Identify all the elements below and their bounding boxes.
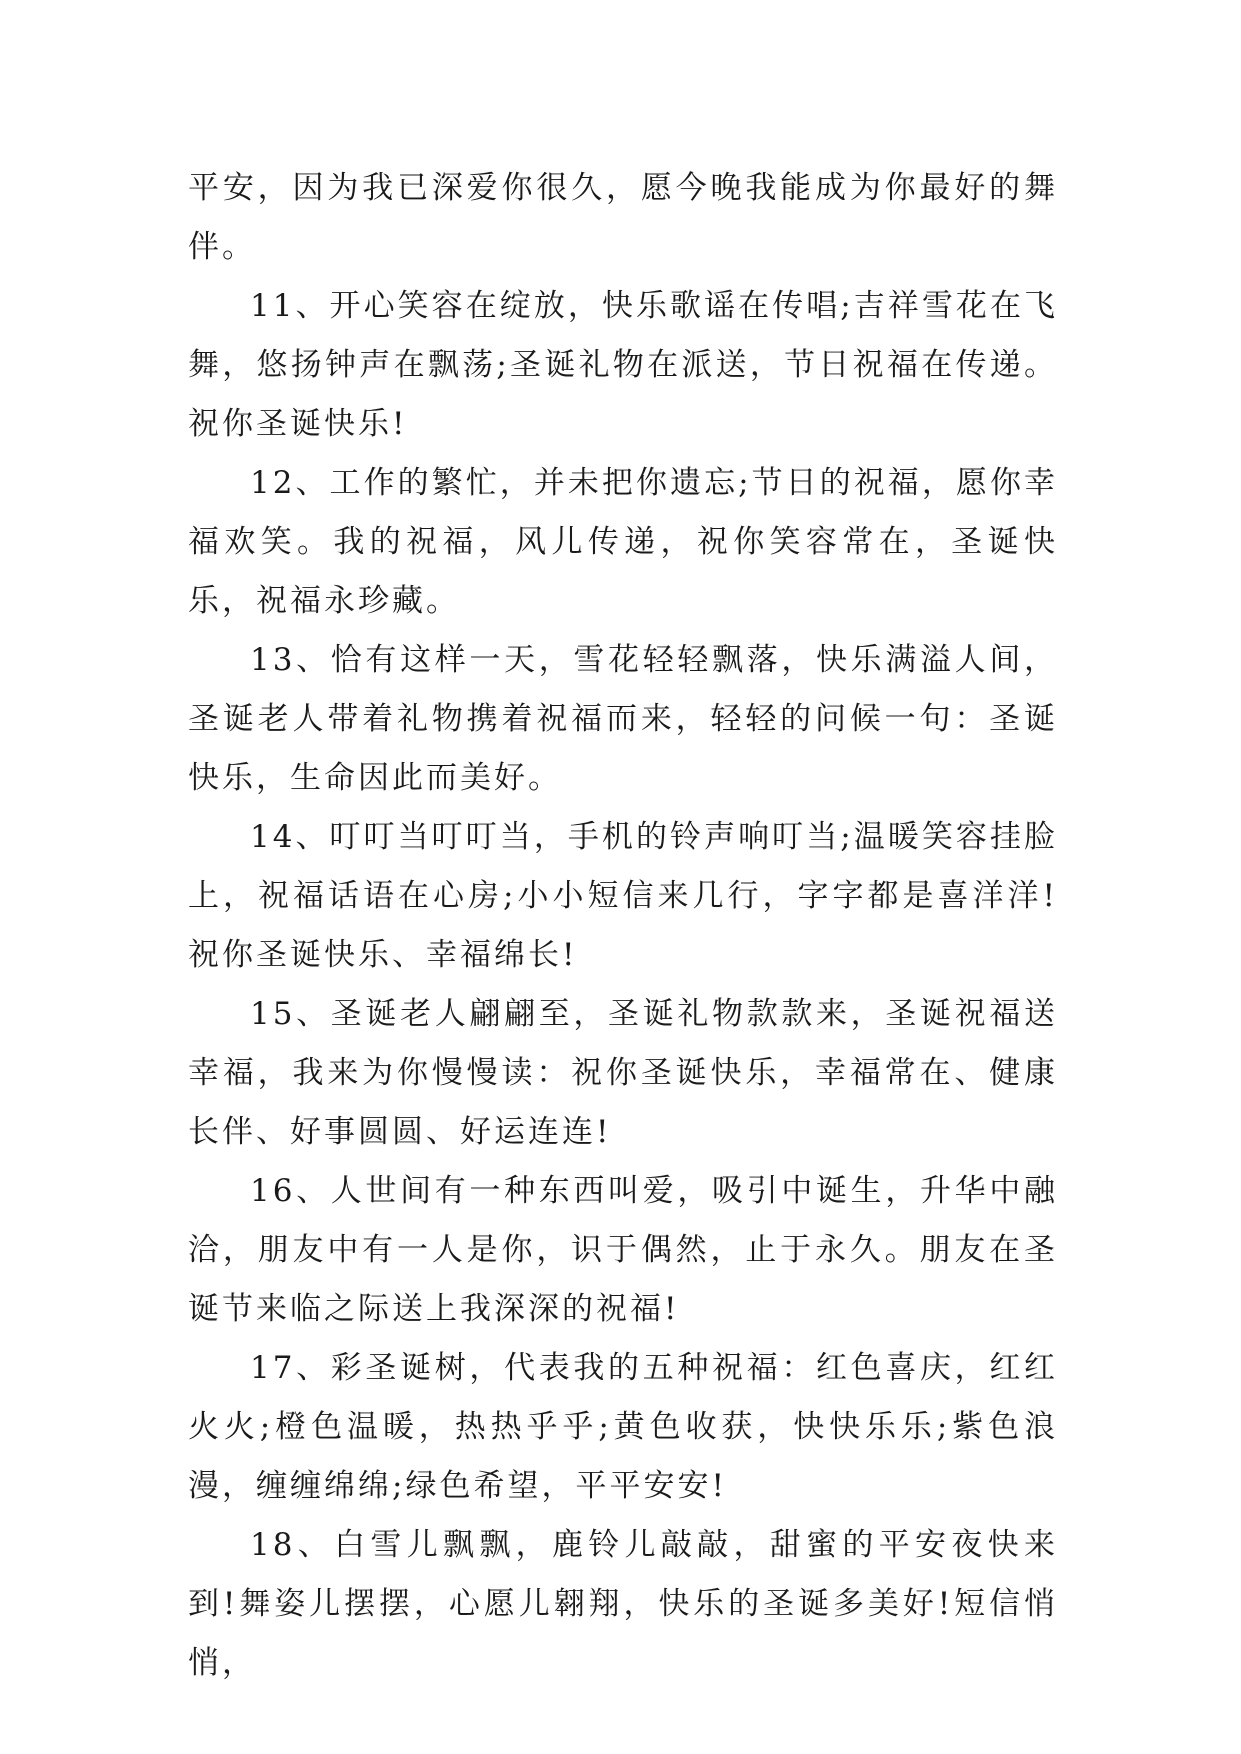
paragraph-18: 18、白雪儿飘飘，鹿铃儿敲敲，甜蜜的平安夜快来到!舞姿儿摆摆，心愿儿翱翔，快乐的圣诞多美好!短信悄悄， [188,1527,1058,1681]
paragraph-16: 16、人世间有一种东西叫爱，吸引中诞生，升华中融洽，朋友中有一人是你，识于偶然，止于永久。朋友在圣诞节来临之际送上我深深的祝福! [188,1173,1058,1327]
paragraph-continuation: 平安，因为我已深爱你很久，愿今晚我能成为你最好的舞伴。 [188,170,1058,265]
paragraph-17: 17、彩圣诞树，代表我的五种祝福：红色喜庆，红红火火;橙色温暖，热热乎乎;黄色收获，快快乐乐;紫色浪漫，缠缠绵绵;绿色希望，平平安安! [188,1350,1058,1504]
paragraph-12: 12、工作的繁忙，并未把你遗忘;节日的祝福，愿你幸福欢笑。我的祝福，风儿传递，祝你笑容常在，圣诞快乐，祝福永珍藏。 [188,465,1058,619]
paragraph-13: 13、恰有这样一天，雪花轻轻飘落，快乐满溢人间，圣诞老人带着礼物携着祝福而来，轻轻的问候一句：圣诞快乐，生命因此而美好。 [188,642,1058,796]
document-body [188,159,1058,1693]
paragraph-15: 15、圣诞老人翩翩至，圣诞礼物款款来，圣诞祝福送幸福，我来为你慢慢读：祝你圣诞快乐，幸福常在、健康长伴、好事圆圆、好运连连! [188,996,1058,1150]
paragraph-14: 14、叮叮当叮叮当，手机的铃声响叮当;温暖笑容挂脸上，祝福话语在心房;小小短信来几行，字字都是喜洋洋!祝你圣诞快乐、幸福绵长! [188,819,1058,973]
paragraph-11: 11、开心笑容在绽放，快乐歌谣在传唱;吉祥雪花在飞舞，悠扬钟声在飘荡;圣诞礼物在派送，节日祝福在传递。祝你圣诞快乐! [188,288,1058,442]
